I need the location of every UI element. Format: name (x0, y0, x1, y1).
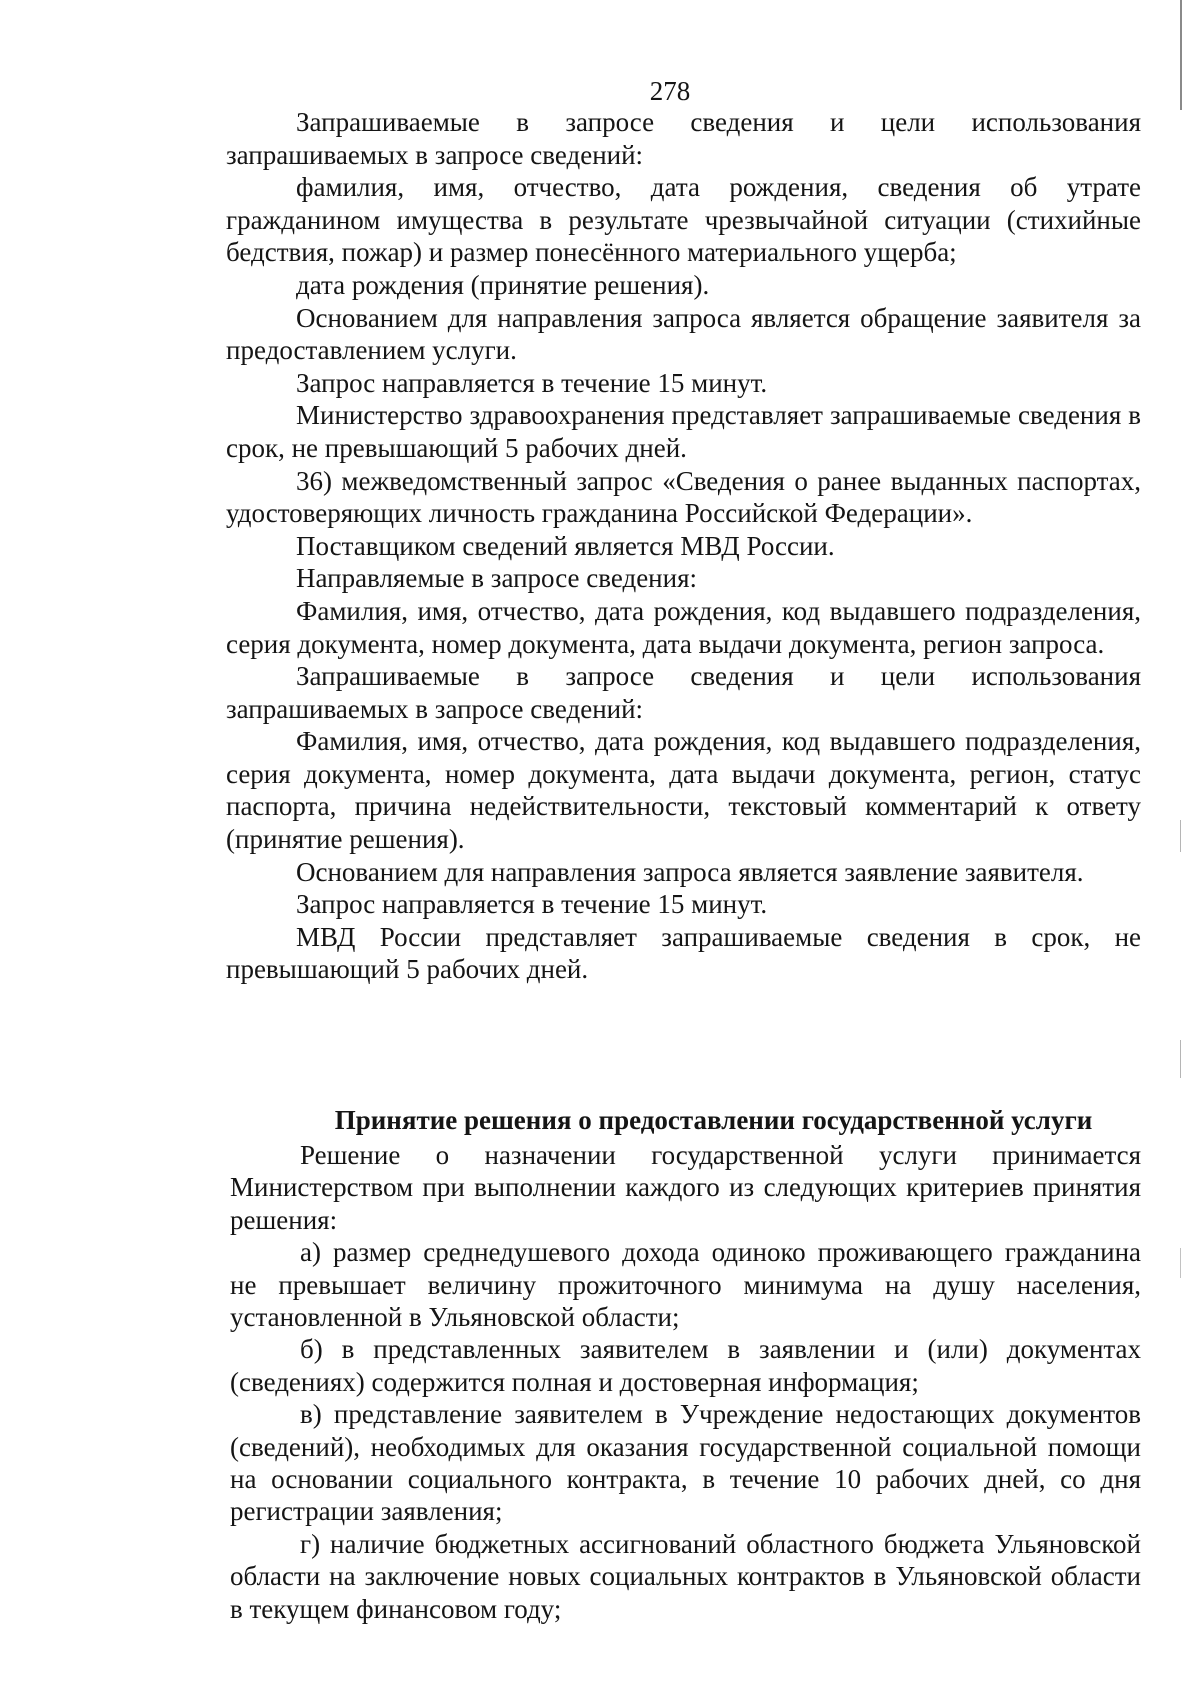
paragraph: МВД России представляет запрашиваемые сведения в срок, не превышающий 5 рабочих дней. (226, 921, 1141, 985)
paragraph: Поставщиком сведений является МВД России. (296, 530, 835, 561)
scan-mark (1180, 820, 1181, 852)
paragraph: Запрос направляется в течение 15 минут. (296, 367, 768, 398)
paragraph: Решение о назначении государственной услуги принимается Министерством при выполнении каждого из следующих критериев принятия решения: (230, 1140, 1141, 1235)
paragraph: Основанием для направления запроса является заявление заявителя. (296, 856, 1084, 887)
scan-mark (1180, 1040, 1181, 1078)
paragraph: фамилия, имя, отчество, дата рождения, сведения об утрате гражданином имущества в результате чрезвычайной ситуации (стихийные бедствия, пожар) и размер понесённого материального ущерба; (226, 172, 1141, 268)
paragraph: 36) межведомственный запрос «Сведения о ранее выданных паспортах, удостоверяющих личность гражданина Российской Федерации». (226, 465, 1141, 529)
page-number: 278 (649, 76, 691, 106)
list-item: б) в представленных заявителем в заявлении и (или) документах (сведениях) содержится полная и достоверная информация; (230, 1334, 1141, 1397)
list-item: в) представление заявителем в Учреждение недостающих документов (сведений), необходимых для оказания государственной социальной помощи на основании социального контракта, в течение 10 рабочих дней, со дня регистрации заявления; (230, 1399, 1141, 1527)
paragraph: Фамилия, имя, отчество, дата рождения, код выдавшего подразделения, серия документа, номер документа, дата выдачи документа, регион запроса. (226, 595, 1141, 659)
list-item: а) размер среднедушевого дохода одиноко проживающего гражданина не превышает величину прожиточного минимума на душу населения, установленной в Ульяновской области; (230, 1237, 1141, 1333)
paragraph: Запрос направляется в течение 15 минут. (296, 889, 768, 920)
body-text-bottom (230, 1139, 1141, 1625)
paragraph: Фамилия, имя, отчество, дата рождения, код выдавшего подразделения, серия документа, номер документа, дата выдачи документа, регион, статус паспорта, причина недействительности, текстовый комментарий к ответу (принятие решения). (226, 726, 1141, 855)
body-text-top (226, 106, 1141, 986)
list-item: г) наличие бюджетных ассигнований областного бюджета Ульяновской области на заключение новых социальных контрактов в Ульяновской области в текущем финансовом году; (230, 1528, 1141, 1624)
paragraph: Направляемые в запросе сведения: (296, 563, 697, 594)
section-heading: Принятие решения о предоставлении государственной услуги (334, 1105, 1093, 1135)
scan-mark (1180, 1248, 1181, 1278)
paragraph: Запрашиваемые в запросе сведения и цели использования запрашиваемых в запросе сведений: (226, 107, 1141, 170)
paragraph: Запрашиваемые в запросе сведения и цели использования запрашиваемых в запросе сведений: (226, 661, 1141, 724)
paragraph: Основанием для направления запроса является обращение заявителя за предоставлением услуги. (226, 302, 1141, 366)
paragraph: Министерство здравоохранения представляет запрашиваемые сведения в срок, не превышающий 5 рабочих дней. (226, 400, 1141, 463)
paragraph: дата рождения (принятие решения). (296, 269, 710, 300)
